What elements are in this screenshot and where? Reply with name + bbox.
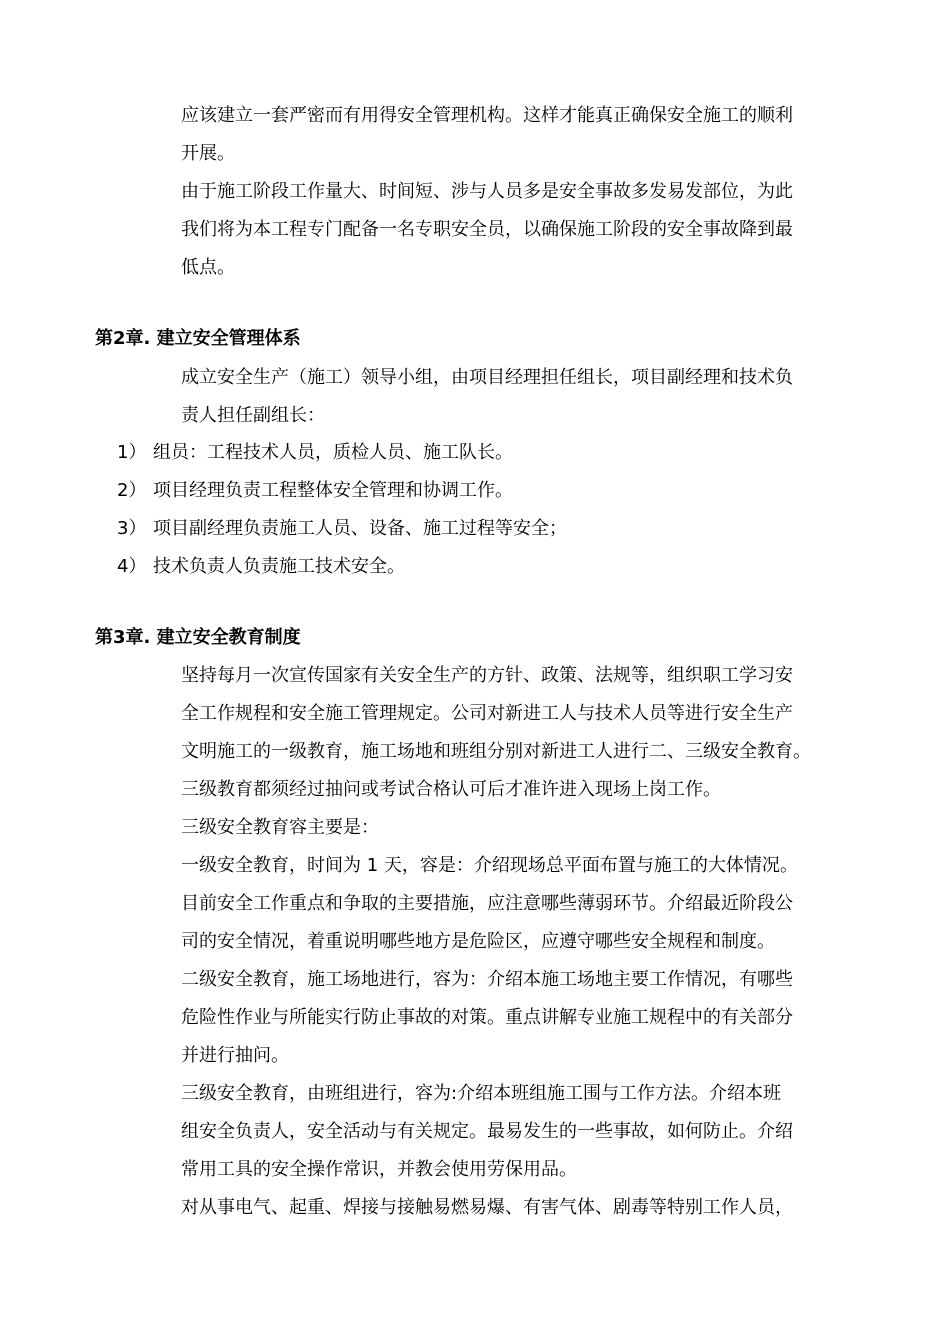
- list-item-number: 4）: [117, 556, 147, 577]
- chapter-3-line: 文明施工的一级教育，施工场地和班组分别对新进工人进行二、三级安全教育。: [181, 741, 811, 762]
- chapter-3-heading: 第3章. 建立安全教育制度: [95, 627, 301, 648]
- chapter-3-line: 并进行抽问。: [181, 1045, 289, 1066]
- list-item-text: 组员：工程技术人员，质检人员、施工队长。: [153, 442, 513, 463]
- list-item-number: 2）: [117, 480, 147, 501]
- chapter-3-line: 司的安全情况，着重说明哪些地方是危险区，应遵守哪些安全规程和制度。: [181, 931, 775, 952]
- chapter-3-line: 三级安全教育，由班组进行，容为:介绍本班组施工围与工作方法。介绍本班: [181, 1083, 782, 1104]
- chapter-3-line: 目前安全工作重点和争取的主要措施，应注意哪些薄弱环节。介绍最近阶段公: [181, 893, 793, 914]
- chapter-3-line: 对从事电气、起重、焊接与接触易燃易爆、有害气体、剧毒等特别工作人员，: [181, 1197, 793, 1218]
- intro-line: 开展。: [181, 143, 235, 164]
- intro-line: 低点。: [181, 257, 235, 278]
- list-item-text: 项目经理负责工程整体安全管理和协调工作。: [153, 480, 513, 501]
- intro-line: 我们将为本工程专门配备一名专职安全员，以确保施工阶段的安全事故降到最: [181, 219, 793, 240]
- chapter-3-line: 全工作规程和安全施工管理规定。公司对新进工人与技术人员等进行安全生产: [181, 703, 793, 724]
- chapter-3-line: 组安全负责人，安全活动与有关规定。最易发生的一些事故，如何防止。介绍: [181, 1121, 793, 1142]
- chapter-2-heading: 第2章. 建立安全管理体系: [95, 328, 301, 349]
- chapter-2-line: 责人担任副组长：: [181, 405, 325, 426]
- chapter-3-line: 三级安全教育容主要是：: [181, 817, 379, 838]
- chapter-3-line: 坚持每月一次宣传国家有关安全生产的方针、政策、法规等，组织职工学习安: [181, 665, 793, 686]
- chapter-2-line: 成立安全生产（施工）领导小组，由项目经理担任组长，项目副经理和技术负: [181, 367, 793, 388]
- chapter-3-line: 三级教育都须经过抽问或考试合格认可后才准许进入现场上岗工作。: [181, 779, 721, 800]
- list-item-number: 3）: [117, 518, 147, 539]
- intro-line: 由于施工阶段工作量大、时间短、涉与人员多是安全事故多发易发部位，为此: [181, 181, 793, 202]
- chapter-3-line: 一级安全教育，时间为 1 天，容是：介绍现场总平面布置与施工的大体情况。: [181, 855, 798, 876]
- chapter-3-line: 危险性作业与所能实行防止事故的对策。重点讲解专业施工规程中的有关部分: [181, 1007, 793, 1028]
- chapter-3-line: 常用工具的安全操作常识，并教会使用劳保用品。: [181, 1159, 577, 1180]
- list-item-number: 1）: [117, 442, 147, 463]
- intro-line: 应该建立一套严密而有用得安全管理机构。这样才能真正确保安全施工的顺利: [181, 105, 793, 126]
- chapter-3-line: 二级安全教育，施工场地进行，容为：介绍本施工场地主要工作情况，有哪些: [181, 969, 793, 990]
- list-item-text: 技术负责人负责施工技术安全。: [153, 556, 405, 577]
- list-item-text: 项目副经理负责施工人员、设备、施工过程等安全；: [153, 518, 567, 539]
